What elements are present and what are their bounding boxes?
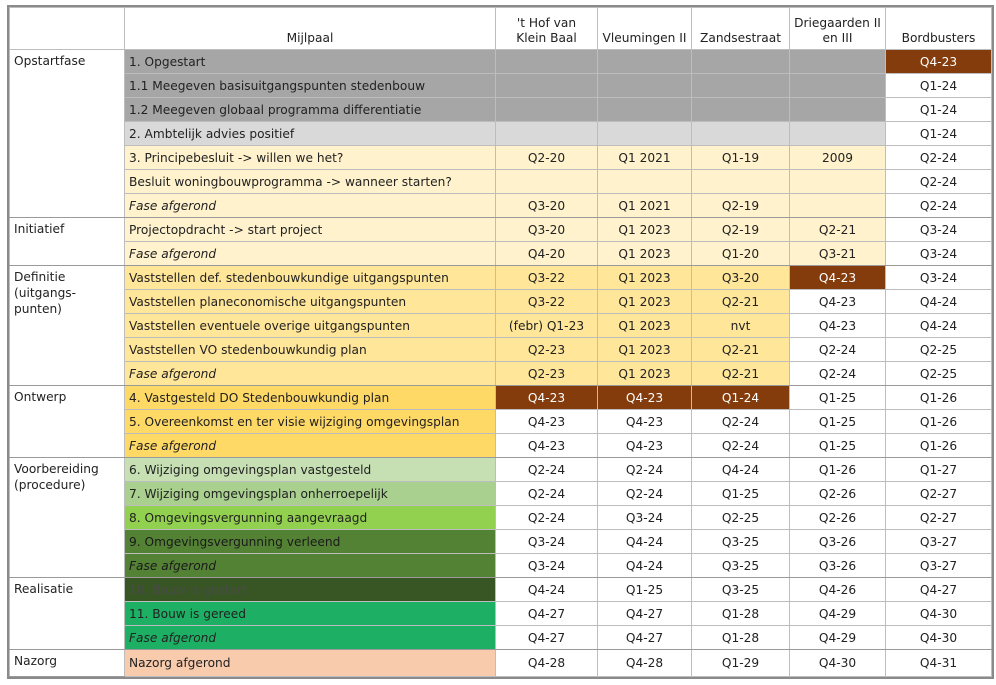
table-row <box>10 362 992 386</box>
cell-value: Q3-24 <box>886 242 992 266</box>
milestone-label: Fase afgerond <box>125 626 496 650</box>
cell-value: Q2-21 <box>790 218 886 242</box>
table-row <box>10 266 992 290</box>
phase-voorbereiding: Voorbereiding (procedure) <box>10 458 125 578</box>
cell-value: Q2-27 <box>886 506 992 530</box>
table-row <box>10 410 992 434</box>
cell-value: Q1 2023 <box>598 266 692 290</box>
cell-value: Q4-27 <box>598 626 692 650</box>
cell-value <box>598 50 692 74</box>
cell-value: Q1 2023 <box>598 314 692 338</box>
cell-value <box>598 74 692 98</box>
cell-value: Q4-27 <box>496 602 598 626</box>
cell-value: Q4-28 <box>496 650 598 677</box>
cell-value: Q4-23 <box>496 410 598 434</box>
milestone-label: 6. Wijziging omgevingsplan vastgesteld <box>125 458 496 482</box>
cell-value: Q1-24 <box>692 386 790 410</box>
cell-value: Q2-21 <box>692 290 790 314</box>
cell-value: Q2-23 <box>496 338 598 362</box>
table-row <box>10 626 992 650</box>
cell-value: Q2-24 <box>790 338 886 362</box>
header-milestone: Mijlpaal <box>125 8 496 50</box>
cell-value: Q2-26 <box>790 482 886 506</box>
cell-value: Q2-25 <box>886 338 992 362</box>
milestone-label: 7. Wijziging omgevingsplan onherroepelijk <box>125 482 496 506</box>
table-row <box>10 650 992 677</box>
cell-value: Q2-24 <box>496 506 598 530</box>
cell-value: Q4-24 <box>496 578 598 602</box>
cell-value <box>496 98 598 122</box>
cell-value <box>598 98 692 122</box>
milestone-label: Fase afgerond <box>125 242 496 266</box>
milestone-label: Vaststellen VO stedenbouwkundig plan <box>125 338 496 362</box>
cell-value: Q4-27 <box>886 578 992 602</box>
cell-value: Q2-21 <box>692 362 790 386</box>
cell-value: Q1-26 <box>886 434 992 458</box>
cell-value: Q4-24 <box>598 554 692 578</box>
cell-value <box>692 122 790 146</box>
cell-value: Q2-24 <box>496 458 598 482</box>
table-row <box>10 98 992 122</box>
milestone-table <box>9 7 992 677</box>
table-row <box>10 290 992 314</box>
header-project-vleumingen: Vleumingen II <box>598 8 692 50</box>
cell-value: Q1-24 <box>886 122 992 146</box>
milestone-label: 1. Opgestart <box>125 50 496 74</box>
milestone-table-frame <box>7 5 994 679</box>
milestone-label: 8. Omgevingsvergunning aangevraagd <box>125 506 496 530</box>
cell-value: Q4-23 <box>790 266 886 290</box>
cell-value: Q4-23 <box>496 386 598 410</box>
cell-value: Q1-20 <box>692 242 790 266</box>
milestone-label: Fase afgerond <box>125 434 496 458</box>
milestone-label: Vaststellen eventuele overige uitgangspunten <box>125 314 496 338</box>
cell-value: Q4-23 <box>790 290 886 314</box>
cell-value: Q1-26 <box>790 458 886 482</box>
milestone-label: Vaststellen def. stedenbouwkundige uitgangspunten <box>125 266 496 290</box>
phase-definitie: Definitie (uitgangs-punten) <box>10 266 125 386</box>
cell-value: Q1 2021 <box>598 194 692 218</box>
table-row <box>10 554 992 578</box>
cell-value: Q1-25 <box>790 386 886 410</box>
milestone-label: Besluit woningbouwprogramma -> wanneer starten? <box>125 170 496 194</box>
cell-value <box>790 98 886 122</box>
cell-value: Q2-19 <box>692 194 790 218</box>
cell-value: Q3-24 <box>598 506 692 530</box>
cell-value: Q4-24 <box>886 314 992 338</box>
cell-value: Q2-24 <box>790 362 886 386</box>
cell-value: Q1 2021 <box>598 146 692 170</box>
cell-value <box>790 50 886 74</box>
cell-value: Q1 2023 <box>598 242 692 266</box>
cell-value: Q3-22 <box>496 290 598 314</box>
cell-value: Q4-24 <box>692 458 790 482</box>
cell-value: Q3-26 <box>790 530 886 554</box>
cell-value <box>496 74 598 98</box>
cell-value: Q1 2023 <box>598 362 692 386</box>
cell-value <box>790 170 886 194</box>
milestone-label: Projectopdracht -> start project <box>125 218 496 242</box>
cell-value: Q3-24 <box>886 218 992 242</box>
cell-value: nvt <box>692 314 790 338</box>
table-row <box>10 242 992 266</box>
table-row <box>10 146 992 170</box>
cell-value: Q2-19 <box>692 218 790 242</box>
cell-value: Q1-26 <box>886 386 992 410</box>
cell-value: Q4-23 <box>598 434 692 458</box>
header-project-hof-van-klein-baal: 't Hof van Klein Baal <box>496 8 598 50</box>
cell-value: Q2-24 <box>886 170 992 194</box>
table-row <box>10 386 992 410</box>
phase-initiatief: Initiatief <box>10 218 125 266</box>
cell-value: Q4-23 <box>598 410 692 434</box>
cell-value: Q4-23 <box>790 314 886 338</box>
cell-value: Q4-26 <box>790 578 886 602</box>
cell-value: Q3-24 <box>496 530 598 554</box>
cell-value <box>496 122 598 146</box>
milestone-label: 1.2 Meegeven globaal programma differentiatie <box>125 98 496 122</box>
cell-value: Q4-27 <box>598 602 692 626</box>
cell-value: Q4-24 <box>886 290 992 314</box>
cell-value: Q3-25 <box>692 530 790 554</box>
header-project-zandsestraat: Zandsestraat <box>692 8 790 50</box>
cell-value: Q4-29 <box>790 626 886 650</box>
milestone-label: Fase afgerond <box>125 362 496 386</box>
cell-value: Q4-23 <box>496 434 598 458</box>
cell-value: Q1-25 <box>692 482 790 506</box>
table-row <box>10 458 992 482</box>
table-row <box>10 482 992 506</box>
cell-value: Q1-25 <box>790 410 886 434</box>
cell-value: Q1-19 <box>692 146 790 170</box>
cell-value: Q4-27 <box>496 626 598 650</box>
cell-value: Q4-23 <box>886 50 992 74</box>
cell-value: Q4-20 <box>496 242 598 266</box>
cell-value: Q3-25 <box>692 554 790 578</box>
table-row <box>10 338 992 362</box>
table-row <box>10 578 992 602</box>
table-row <box>10 122 992 146</box>
cell-value: Q1-27 <box>886 458 992 482</box>
milestone-label: Fase afgerond <box>125 194 496 218</box>
milestone-label: 11. Bouw is gereed <box>125 602 496 626</box>
cell-value: Q1-28 <box>692 626 790 650</box>
cell-value <box>496 50 598 74</box>
cell-value: Q3-24 <box>886 266 992 290</box>
table-row <box>10 530 992 554</box>
milestone-label: 4. Vastgesteld DO Stedenbouwkundig plan <box>125 386 496 410</box>
cell-value: Q1-26 <box>886 410 992 434</box>
milestone-label: Nazorg afgerond <box>125 650 496 677</box>
cell-value: 2009 <box>790 146 886 170</box>
table-row <box>10 50 992 74</box>
milestone-label: 3. Principebesluit -> willen we het? <box>125 146 496 170</box>
cell-value: Q4-30 <box>886 626 992 650</box>
cell-value: Q4-23 <box>598 386 692 410</box>
milestone-label: 9. Omgevingsvergunning verleend <box>125 530 496 554</box>
table-row <box>10 74 992 98</box>
cell-value: Q2-25 <box>886 362 992 386</box>
cell-value <box>790 194 886 218</box>
cell-value: Q1 2023 <box>598 338 692 362</box>
cell-value: Q2-26 <box>790 506 886 530</box>
cell-value: Q2-24 <box>886 146 992 170</box>
cell-value: Q2-24 <box>886 194 992 218</box>
cell-value: Q3-24 <box>496 554 598 578</box>
header-project-bordbusters: Bordbusters <box>886 8 992 50</box>
phase-realisatie: Realisatie <box>10 578 125 650</box>
table-row <box>10 602 992 626</box>
cell-value: Q2-20 <box>496 146 598 170</box>
header-phase <box>10 8 125 50</box>
cell-value: Q4-30 <box>886 602 992 626</box>
cell-value: Q2-24 <box>692 410 790 434</box>
cell-value: Q1-25 <box>598 578 692 602</box>
cell-value: Q4-24 <box>598 530 692 554</box>
cell-value <box>790 122 886 146</box>
table-row <box>10 434 992 458</box>
milestone-label: Fase afgerond <box>125 554 496 578</box>
cell-value: Q2-24 <box>692 434 790 458</box>
cell-value: Q4-30 <box>790 650 886 677</box>
cell-value: Q3-25 <box>692 578 790 602</box>
phase-ontwerp: Ontwerp <box>10 386 125 458</box>
cell-value: Q1-28 <box>692 602 790 626</box>
table-row <box>10 506 992 530</box>
cell-value: (febr) Q1-23 <box>496 314 598 338</box>
cell-value: Q2-27 <box>886 482 992 506</box>
cell-value <box>790 74 886 98</box>
phase-opstartfase: Opstartfase <box>10 50 125 218</box>
cell-value <box>692 98 790 122</box>
table-row <box>10 194 992 218</box>
cell-value: Q4-29 <box>790 602 886 626</box>
cell-value: Q3-20 <box>496 218 598 242</box>
cell-value: Q2-24 <box>496 482 598 506</box>
cell-value: Q2-24 <box>598 458 692 482</box>
cell-value: Q3-22 <box>496 266 598 290</box>
cell-value: Q2-25 <box>692 506 790 530</box>
milestone-label: 2. Ambtelijk advies positief <box>125 122 496 146</box>
table-row <box>10 218 992 242</box>
cell-value: Q3-20 <box>692 266 790 290</box>
milestone-label: 10. Bouw is gestart <box>125 578 496 602</box>
cell-value: Q1-24 <box>886 98 992 122</box>
cell-value: Q3-26 <box>790 554 886 578</box>
cell-value: Q3-20 <box>496 194 598 218</box>
cell-value: Q1 2023 <box>598 218 692 242</box>
cell-value: Q2-21 <box>692 338 790 362</box>
cell-value <box>692 50 790 74</box>
cell-value <box>598 170 692 194</box>
cell-value <box>692 74 790 98</box>
cell-value: Q3-27 <box>886 554 992 578</box>
cell-value: Q3-27 <box>886 530 992 554</box>
milestone-label: 1.1 Meegeven basisuitgangspunten stedenbouw <box>125 74 496 98</box>
cell-value: Q3-21 <box>790 242 886 266</box>
cell-value: Q1-24 <box>886 74 992 98</box>
cell-value: Q4-28 <box>598 650 692 677</box>
cell-value <box>496 170 598 194</box>
cell-value: Q1 2023 <box>598 290 692 314</box>
cell-value <box>598 122 692 146</box>
phase-nazorg: Nazorg <box>10 650 125 677</box>
cell-value <box>692 170 790 194</box>
cell-value: Q2-24 <box>598 482 692 506</box>
header-row <box>10 8 992 50</box>
table-row <box>10 170 992 194</box>
cell-value: Q2-23 <box>496 362 598 386</box>
cell-value: Q4-31 <box>886 650 992 677</box>
cell-value: Q1-29 <box>692 650 790 677</box>
header-project-driegaarden: Driegaarden II en III <box>790 8 886 50</box>
table-row <box>10 314 992 338</box>
milestone-label: Vaststellen planeconomische uitgangspunten <box>125 290 496 314</box>
milestone-label: 5. Overeenkomst en ter visie wijziging omgevingsplan <box>125 410 496 434</box>
cell-value: Q1-25 <box>790 434 886 458</box>
